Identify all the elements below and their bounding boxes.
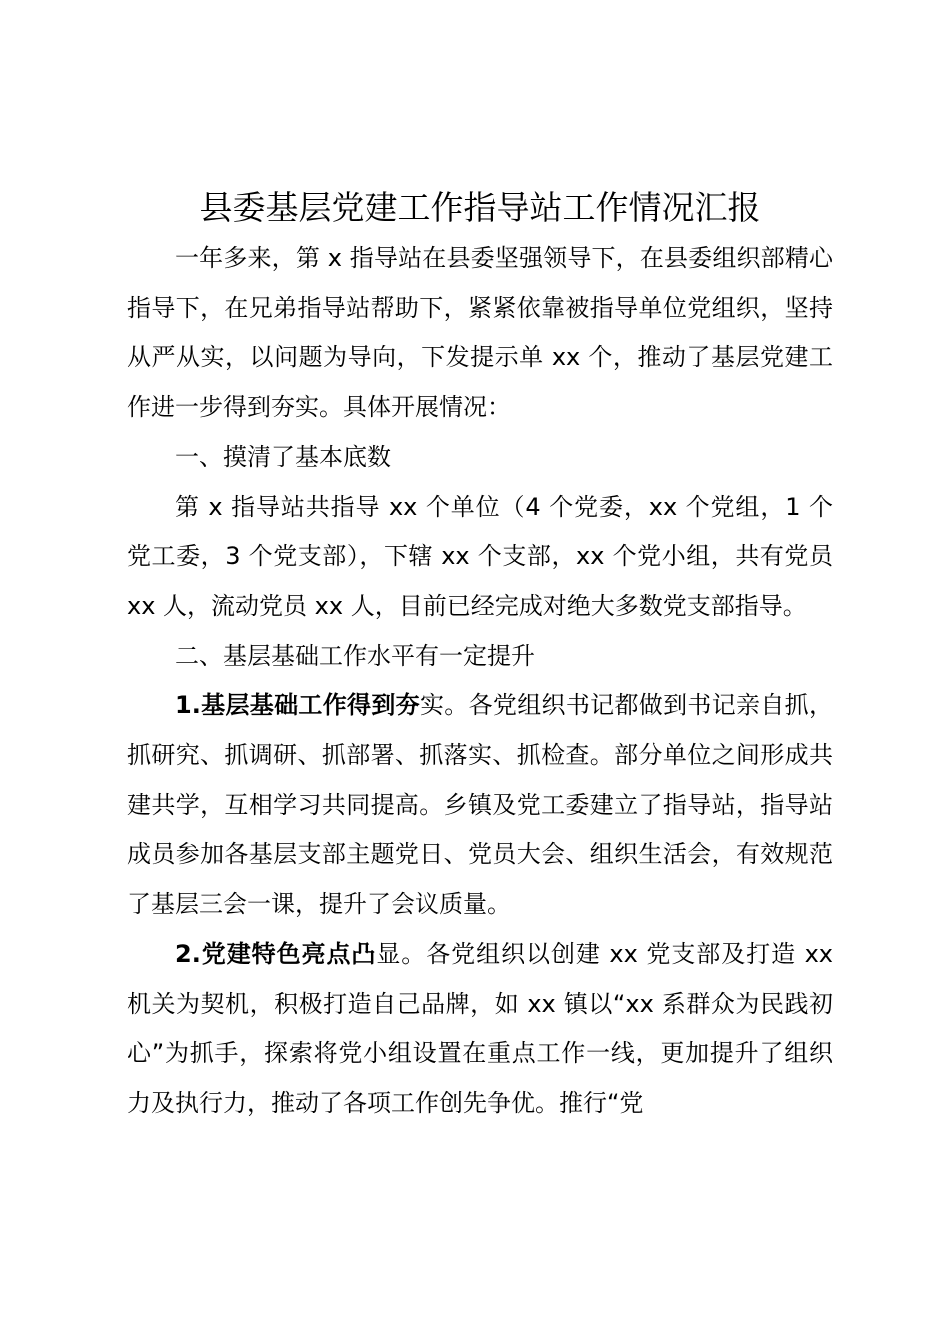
section1-heading: 一、摸清了基本底数 [175, 442, 391, 471]
document-page [127, 182, 833, 1129]
section2-item1-lead: 1.基层基础工作得到夯 [175, 691, 420, 720]
section2-item2-body: 显。各党组织以创建 xx 党支部及打造 xx 机关为契机，积极打造自己品牌，如 xx 镇以“xx 系群众为民践初心”为抓手，探索将党小组设置在重点工作一线，更加提升了组织力及执行力，推动了各项工作创先争优。推行“党 [127, 939, 833, 1117]
document-title: 县委基层党建工作指导站工作情况汇报 [199, 188, 761, 227]
section2-item1-paragraph [127, 681, 833, 930]
section2-heading: 二、基层基础工作水平有一定提升 [175, 641, 535, 670]
intro-paragraph: 一年多来，第 x 指导站在县委坚强领导下，在县委组织部精心指导下，在兄弟指导站帮助下，紧紧依靠被指导单位党组织，坚持从严从实，以问题为导向，下发提示单 xx 个，推动了基层党建工作进一步得到夯实。具体开展情况： [127, 244, 833, 422]
section1-paragraph: 第 x 指导站共指导 xx 个单位（4 个党委，xx 个党组，1 个党工委，3 个党支部），下辖 xx 个支部，xx 个党小组，共有党员 xx 人，流动党员 xx 人，目前已经完成对绝大多数党支部指导。 [127, 492, 833, 620]
section2-item1-body: 实。各党组织书记都做到书记亲自抓，抓研究、抓调研、抓部署、抓落实、抓检查。部分单位之间形成共建共学，互相学习共同提高。乡镇及党工委建立了指导站，指导站成员参加各基层支部主题党日、党员大会、组织生活会，有效规范了基层三会一课，提升了会议质量。 [127, 691, 833, 919]
section2-item2-paragraph [127, 930, 833, 1129]
section2-item2-lead: 2.党建特色亮点凸 [175, 939, 377, 968]
